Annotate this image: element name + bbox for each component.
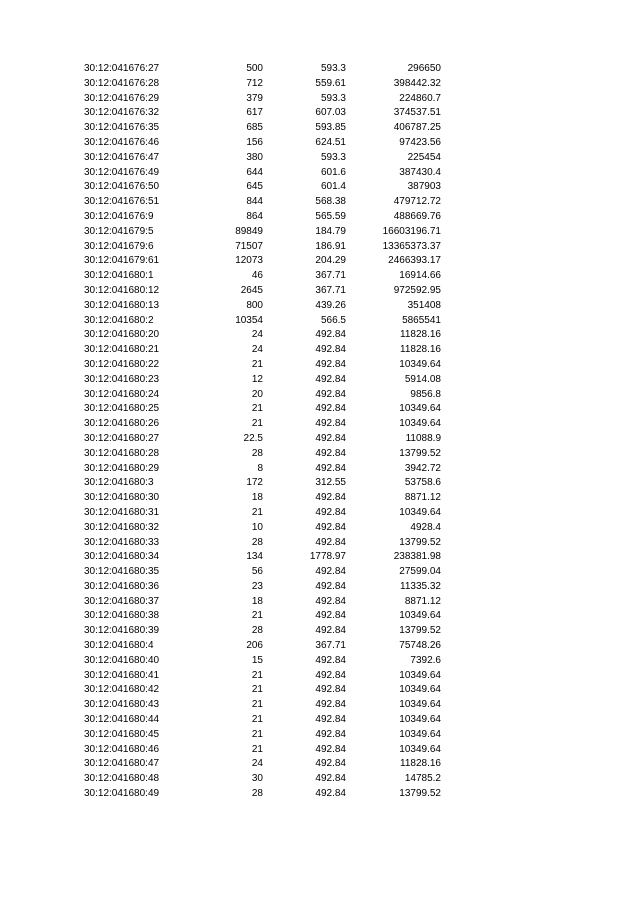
quantity-cell: 379: [246, 92, 263, 104]
quantity-cell: 380: [246, 151, 263, 163]
unit-value-cell: 492.84: [315, 758, 346, 770]
total-value-cell: 13799.52: [399, 536, 441, 548]
table-row: [0, 447, 640, 462]
table-row: [0, 580, 640, 595]
total-value-cell: 5914.08: [404, 373, 441, 385]
total-value-cell: 53758.6: [404, 477, 441, 489]
cadastral-number-cell: 30:12:041680:43: [84, 699, 160, 711]
cadastral-number-cell: 30:12:041680:12: [84, 284, 160, 296]
unit-value-cell: 593.3: [320, 151, 346, 163]
total-value-cell: 10349.64: [399, 669, 441, 681]
table-row: [0, 595, 640, 610]
quantity-cell: 10354: [235, 314, 263, 326]
table-row: [0, 284, 640, 299]
table-row: [0, 299, 640, 314]
total-value-cell: 374537.51: [393, 107, 441, 119]
cadastral-number-cell: 30:12:041680:32: [84, 521, 160, 533]
cadastral-number-cell: 30:12:041676:27: [84, 63, 160, 74]
cadastral-number-cell: 30:12:041680:20: [84, 329, 160, 341]
table-row: [0, 565, 640, 580]
table-row: [0, 121, 640, 136]
unit-value-cell: 566.5: [320, 314, 346, 326]
quantity-cell: 23: [251, 580, 263, 592]
total-value-cell: 10349.64: [399, 610, 441, 622]
quantity-cell: 21: [251, 403, 263, 415]
cadastral-number-cell: 30:12:041676:9: [84, 210, 154, 222]
cadastral-number-cell: 30:12:041680:22: [84, 358, 160, 370]
total-value-cell: 4928.4: [410, 521, 441, 533]
total-value-cell: 13799.52: [399, 788, 441, 800]
table-row: [0, 314, 640, 329]
table-row: [0, 536, 640, 551]
table-row: [0, 743, 640, 758]
unit-value-cell: 492.84: [315, 521, 346, 533]
quantity-cell: 645: [246, 181, 263, 193]
cadastral-number-cell: 30:12:041680:41: [84, 669, 160, 681]
unit-value-cell: 492.84: [315, 654, 346, 666]
quantity-cell: 24: [251, 758, 263, 770]
table-row: [0, 62, 640, 77]
table-row: [0, 772, 640, 787]
cadastral-number-cell: 30:12:041680:13: [84, 299, 160, 311]
quantity-cell: 22.5: [243, 432, 263, 444]
total-value-cell: 387430.4: [399, 166, 441, 178]
cadastral-number-cell: 30:12:041680:31: [84, 506, 160, 518]
table-row: [0, 166, 640, 181]
table-row: [0, 550, 640, 565]
cadastral-number-cell: 30:12:041680:39: [84, 625, 160, 637]
quantity-cell: 10: [251, 521, 263, 533]
unit-value-cell: 601.6: [320, 166, 346, 178]
total-value-cell: 296650: [407, 63, 441, 74]
unit-value-cell: 492.84: [315, 403, 346, 415]
unit-value-cell: 492.84: [315, 684, 346, 696]
unit-value-cell: 492.84: [315, 728, 346, 740]
quantity-cell: 21: [251, 714, 263, 726]
unit-value-cell: 312.55: [315, 477, 346, 489]
unit-value-cell: 492.84: [315, 492, 346, 504]
quantity-cell: 28: [251, 788, 263, 800]
cadastral-number-cell: 30:12:041680:28: [84, 447, 160, 459]
table-row: [0, 713, 640, 728]
unit-value-cell: 607.03: [315, 107, 346, 119]
cadastral-number-cell: 30:12:041680:27: [84, 432, 160, 444]
total-value-cell: 9856.8: [410, 388, 441, 400]
quantity-cell: 864: [246, 210, 263, 222]
unit-value-cell: 492.84: [315, 773, 346, 785]
total-value-cell: 11828.16: [400, 344, 441, 356]
cadastral-number-cell: 30:12:041680:48: [84, 773, 160, 785]
total-value-cell: 10349.64: [399, 728, 441, 740]
table-row: [0, 654, 640, 669]
unit-value-cell: 492.84: [315, 580, 346, 592]
quantity-cell: 844: [246, 196, 263, 208]
quantity-cell: 24: [251, 329, 263, 341]
unit-value-cell: 184.79: [315, 225, 346, 237]
table-row: [0, 609, 640, 624]
table-row: [0, 254, 640, 269]
total-value-cell: 972592.95: [393, 284, 441, 296]
quantity-cell: 172: [246, 477, 263, 489]
unit-value-cell: 593.85: [315, 122, 346, 134]
unit-value-cell: 492.84: [315, 788, 346, 800]
cadastral-number-cell: 30:12:041679:5: [84, 225, 154, 237]
quantity-cell: 644: [246, 166, 263, 178]
unit-value-cell: 492.84: [315, 373, 346, 385]
table-row: [0, 787, 640, 802]
total-value-cell: 16603196.71: [382, 225, 441, 237]
total-value-cell: 14785.2: [404, 773, 441, 785]
unit-value-cell: 568.38: [315, 196, 346, 208]
unit-value-cell: 1778.97: [309, 551, 346, 563]
unit-value-cell: 204.29: [315, 255, 346, 267]
unit-value-cell: 565.59: [315, 210, 346, 222]
table-row: [0, 491, 640, 506]
total-value-cell: 16914.66: [399, 270, 441, 282]
unit-value-cell: 492.84: [315, 536, 346, 548]
table-row: [0, 358, 640, 373]
table-row: [0, 417, 640, 432]
quantity-cell: 21: [251, 418, 263, 430]
cadastral-number-cell: 30:12:041680:2: [84, 314, 154, 326]
table-row: [0, 195, 640, 210]
table-row: [0, 180, 640, 195]
total-value-cell: 351408: [407, 299, 441, 311]
data-table: [0, 62, 640, 802]
table-row: [0, 269, 640, 284]
quantity-cell: 46: [251, 270, 263, 282]
cadastral-number-cell: 30:12:041680:49: [84, 788, 160, 800]
quantity-cell: 685: [246, 122, 263, 134]
quantity-cell: 89849: [235, 225, 263, 237]
total-value-cell: 27599.04: [399, 566, 441, 578]
cadastral-number-cell: 30:12:041680:24: [84, 388, 160, 400]
total-value-cell: 10349.64: [399, 714, 441, 726]
cadastral-number-cell: 30:12:041676:49: [84, 166, 160, 178]
quantity-cell: 206: [246, 640, 263, 652]
cadastral-number-cell: 30:12:041680:3: [84, 477, 154, 489]
total-value-cell: 11828.16: [400, 329, 441, 341]
unit-value-cell: 492.84: [315, 358, 346, 370]
cadastral-number-cell: 30:12:041680:1: [84, 270, 154, 282]
total-value-cell: 11335.32: [400, 580, 441, 592]
cadastral-number-cell: 30:12:041680:33: [84, 536, 160, 548]
total-value-cell: 225454: [407, 151, 441, 163]
cadastral-number-cell: 30:12:041680:47: [84, 758, 160, 770]
quantity-cell: 12: [251, 373, 263, 385]
cadastral-number-cell: 30:12:041680:44: [84, 714, 160, 726]
total-value-cell: 8871.12: [404, 595, 441, 607]
quantity-cell: 20: [251, 388, 263, 400]
table-row: [0, 328, 640, 343]
total-value-cell: 97423.56: [399, 136, 441, 148]
cadastral-number-cell: 30:12:041679:61: [84, 255, 160, 267]
total-value-cell: 406787.25: [393, 122, 441, 134]
cadastral-number-cell: 30:12:041680:26: [84, 418, 160, 430]
table-row: [0, 432, 640, 447]
total-value-cell: 10349.64: [399, 684, 441, 696]
quantity-cell: 21: [251, 699, 263, 711]
table-row: [0, 521, 640, 536]
total-value-cell: 10349.64: [399, 506, 441, 518]
total-value-cell: 10349.64: [399, 418, 441, 430]
total-value-cell: 7392.6: [410, 654, 441, 666]
unit-value-cell: 186.91: [315, 240, 346, 252]
quantity-cell: 56: [251, 566, 263, 578]
quantity-cell: 21: [251, 358, 263, 370]
quantity-cell: 617: [246, 107, 263, 119]
total-value-cell: 488669.76: [393, 210, 441, 222]
table-row: [0, 506, 640, 521]
cadastral-number-cell: 30:12:041676:47: [84, 151, 160, 163]
quantity-cell: 28: [251, 536, 263, 548]
cadastral-number-cell: 30:12:041680:35: [84, 566, 160, 578]
quantity-cell: 712: [246, 77, 263, 89]
quantity-cell: 24: [251, 344, 263, 356]
total-value-cell: 387903: [407, 181, 441, 193]
cadastral-number-cell: 30:12:041679:6: [84, 240, 154, 252]
table-row: [0, 92, 640, 107]
quantity-cell: 8: [257, 462, 263, 474]
unit-value-cell: 492.84: [315, 699, 346, 711]
cadastral-number-cell: 30:12:041680:4: [84, 640, 154, 652]
cadastral-number-cell: 30:12:041676:50: [84, 181, 160, 193]
unit-value-cell: 559.61: [315, 77, 346, 89]
quantity-cell: 15: [251, 654, 263, 666]
total-value-cell: 10349.64: [399, 743, 441, 755]
total-value-cell: 224860.7: [399, 92, 441, 104]
quantity-cell: 30: [251, 773, 263, 785]
unit-value-cell: 492.84: [315, 388, 346, 400]
unit-value-cell: 492.84: [315, 610, 346, 622]
quantity-cell: 800: [246, 299, 263, 311]
quantity-cell: 28: [251, 447, 263, 459]
total-value-cell: 8871.12: [404, 492, 441, 504]
total-value-cell: 13799.52: [399, 625, 441, 637]
unit-value-cell: 492.84: [315, 432, 346, 444]
table-row: [0, 388, 640, 403]
cadastral-number-cell: 30:12:041676:51: [84, 196, 160, 208]
unit-value-cell: 593.3: [320, 63, 346, 74]
cadastral-number-cell: 30:12:041680:30: [84, 492, 160, 504]
unit-value-cell: 492.84: [315, 625, 346, 637]
unit-value-cell: 367.71: [315, 270, 346, 282]
cadastral-number-cell: 30:12:041680:46: [84, 743, 160, 755]
unit-value-cell: 492.84: [315, 462, 346, 474]
cadastral-number-cell: 30:12:041676:28: [84, 77, 160, 89]
cadastral-number-cell: 30:12:041680:40: [84, 654, 160, 666]
table-row: [0, 639, 640, 654]
cadastral-number-cell: 30:12:041680:25: [84, 403, 160, 415]
cadastral-number-cell: 30:12:041680:37: [84, 595, 160, 607]
unit-value-cell: 492.84: [315, 595, 346, 607]
unit-value-cell: 492.84: [315, 506, 346, 518]
total-value-cell: 13365373.37: [382, 240, 441, 252]
table-row: [0, 462, 640, 477]
table-row: [0, 106, 640, 121]
unit-value-cell: 492.84: [315, 329, 346, 341]
quantity-cell: 18: [251, 492, 263, 504]
unit-value-cell: 492.84: [315, 447, 346, 459]
quantity-cell: 156: [246, 136, 263, 148]
quantity-cell: 21: [251, 743, 263, 755]
table-row: [0, 343, 640, 358]
cadastral-number-cell: 30:12:041680:21: [84, 344, 160, 356]
total-value-cell: 2466393.17: [388, 255, 441, 267]
quantity-cell: 71507: [235, 240, 263, 252]
cadastral-number-cell: 30:12:041676:29: [84, 92, 160, 104]
total-value-cell: 398442.32: [393, 77, 441, 89]
table-row: [0, 136, 640, 151]
cadastral-number-cell: 30:12:041676:46: [84, 136, 160, 148]
unit-value-cell: 439.26: [315, 299, 346, 311]
cadastral-number-cell: 30:12:041680:38: [84, 610, 160, 622]
table-row: [0, 757, 640, 772]
table-row: [0, 669, 640, 684]
total-value-cell: 10349.64: [399, 699, 441, 711]
quantity-cell: 21: [251, 728, 263, 740]
total-value-cell: 75748.26: [399, 640, 441, 652]
unit-value-cell: 624.51: [315, 136, 346, 148]
quantity-cell: 500: [246, 63, 263, 74]
unit-value-cell: 367.71: [315, 640, 346, 652]
cadastral-number-cell: 30:12:041680:34: [84, 551, 160, 563]
cadastral-number-cell: 30:12:041680:42: [84, 684, 160, 696]
unit-value-cell: 492.84: [315, 714, 346, 726]
table-row: [0, 624, 640, 639]
table-row: [0, 402, 640, 417]
total-value-cell: 11088.9: [405, 432, 441, 444]
quantity-cell: 134: [246, 551, 263, 563]
table-row: [0, 373, 640, 388]
quantity-cell: 2645: [240, 284, 263, 296]
table-row: [0, 698, 640, 713]
unit-value-cell: 601.4: [320, 181, 346, 193]
unit-value-cell: 367.71: [315, 284, 346, 296]
table-row: [0, 240, 640, 255]
quantity-cell: 21: [251, 610, 263, 622]
quantity-cell: 21: [251, 669, 263, 681]
quantity-cell: 12073: [235, 255, 263, 267]
unit-value-cell: 593.3: [320, 92, 346, 104]
cadastral-number-cell: 30:12:041676:35: [84, 122, 160, 134]
table-row: [0, 683, 640, 698]
quantity-cell: 21: [251, 506, 263, 518]
cadastral-number-cell: 30:12:041680:29: [84, 462, 160, 474]
quantity-cell: 28: [251, 625, 263, 637]
unit-value-cell: 492.84: [315, 566, 346, 578]
total-value-cell: 5865541: [402, 314, 441, 326]
table-row: [0, 225, 640, 240]
quantity-cell: 18: [251, 595, 263, 607]
table-row: [0, 210, 640, 225]
quantity-cell: 21: [251, 684, 263, 696]
unit-value-cell: 492.84: [315, 344, 346, 356]
cadastral-number-cell: 30:12:041676:32: [84, 107, 160, 119]
total-value-cell: 10349.64: [399, 403, 441, 415]
unit-value-cell: 492.84: [315, 418, 346, 430]
table-row: [0, 151, 640, 166]
total-value-cell: 3942.72: [404, 462, 441, 474]
table-row: [0, 77, 640, 92]
total-value-cell: 238381.98: [393, 551, 441, 563]
total-value-cell: 11828.16: [400, 758, 441, 770]
total-value-cell: 13799.52: [399, 447, 441, 459]
unit-value-cell: 492.84: [315, 743, 346, 755]
cadastral-number-cell: 30:12:041680:23: [84, 373, 160, 385]
cadastral-number-cell: 30:12:041680:36: [84, 580, 160, 592]
table-row: [0, 728, 640, 743]
unit-value-cell: 492.84: [315, 669, 346, 681]
table-row: [0, 476, 640, 491]
total-value-cell: 479712.72: [393, 196, 441, 208]
total-value-cell: 10349.64: [399, 358, 441, 370]
cadastral-number-cell: 30:12:041680:45: [84, 728, 160, 740]
